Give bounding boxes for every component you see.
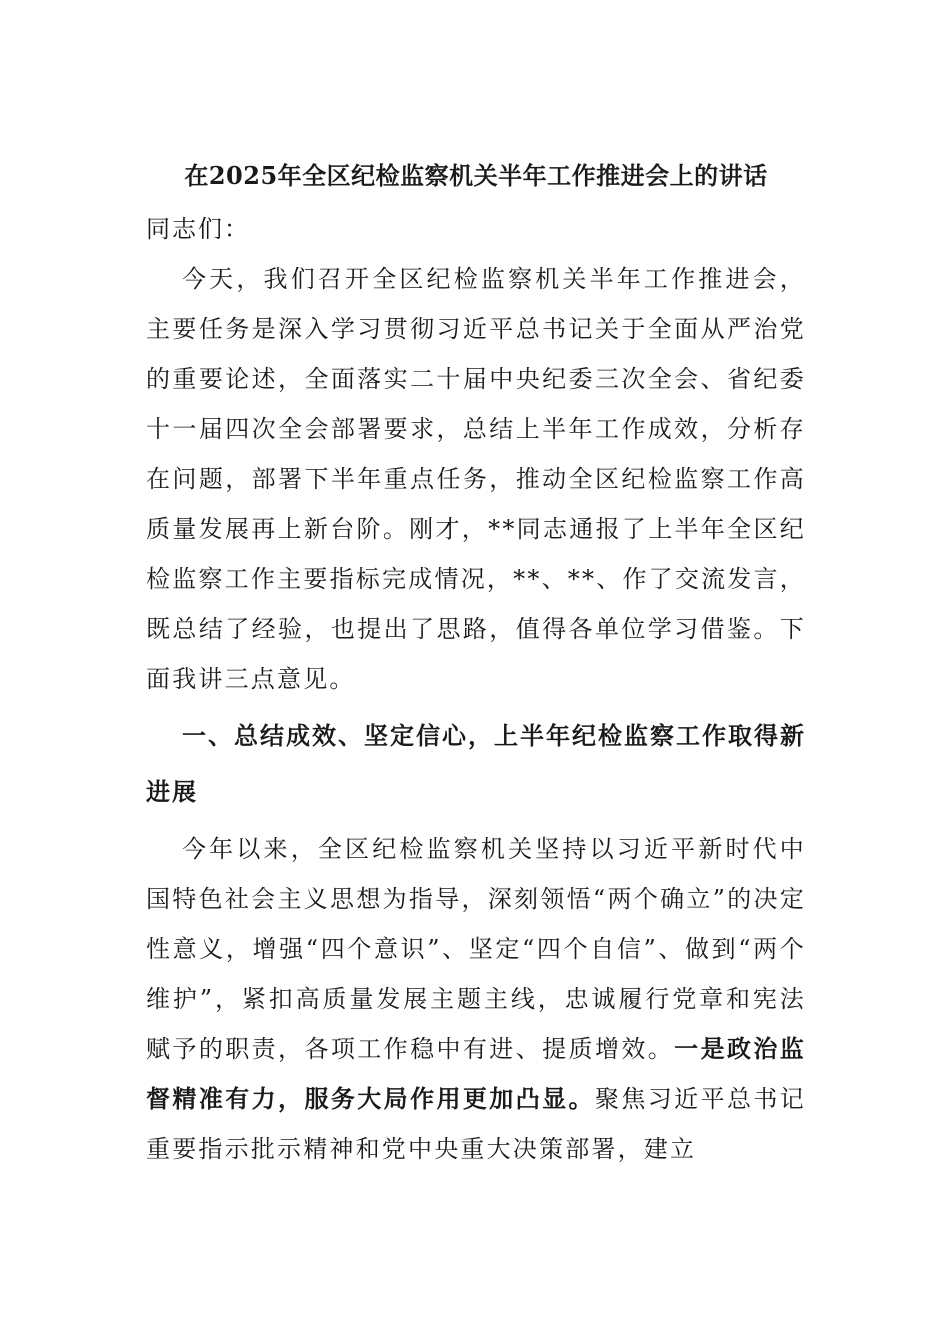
intro-paragraph: 今天，我们召开全区纪检监察机关半年工作推进会，主要任务是深入学习贯彻习近平总书记关于全面从严治党的重要论述，全面落实二十届中央纪委三次全会、省纪委十一届四次全会部署要求，总结上半年工作成效，分析存在问题，部署下半年重点任务，推动全区纪检监察工作高质量发展再上新台阶。刚才，**同志通报了上半年全区纪检监察工作主要指标完成情况，**、**、作了交流发言，既总结了经验，也提出了思路，值得各单位学习借鉴。下面我讲三点意见。 bbox=[146, 265, 806, 693]
section-1-paragraph-continued: 聚焦习近平总书记重要指示批示精神和党中央重大决策部署，建立 bbox=[146, 1085, 806, 1163]
section-1-point-one-bold: 一是政治监督精准有力，服务大局作用更加凸显。 bbox=[146, 1034, 807, 1113]
salutation: 同志们： bbox=[146, 215, 250, 243]
section-1-paragraph bbox=[146, 824, 806, 1174]
document-title: 在2025年全区纪检监察机关半年工作推进会上的讲话 bbox=[184, 161, 768, 190]
section-heading-1: 一、总结成效、坚定信心，上半年纪检监察工作取得新进展 bbox=[146, 721, 806, 806]
document-body bbox=[146, 148, 806, 1174]
section-1-paragraph-text: 今年以来，全区纪检监察机关坚持以习近平新时代中国特色社会主义思想为指导，深刻领悟“两个确立”的决定性意义，增强“四个意识”、坚定“四个自信”、做到“两个维护”，紧扣高质量发展主题主线，忠诚履行党章和宪法赋予的职责，各项工作稳中有进、提质增效。 bbox=[146, 835, 806, 1063]
